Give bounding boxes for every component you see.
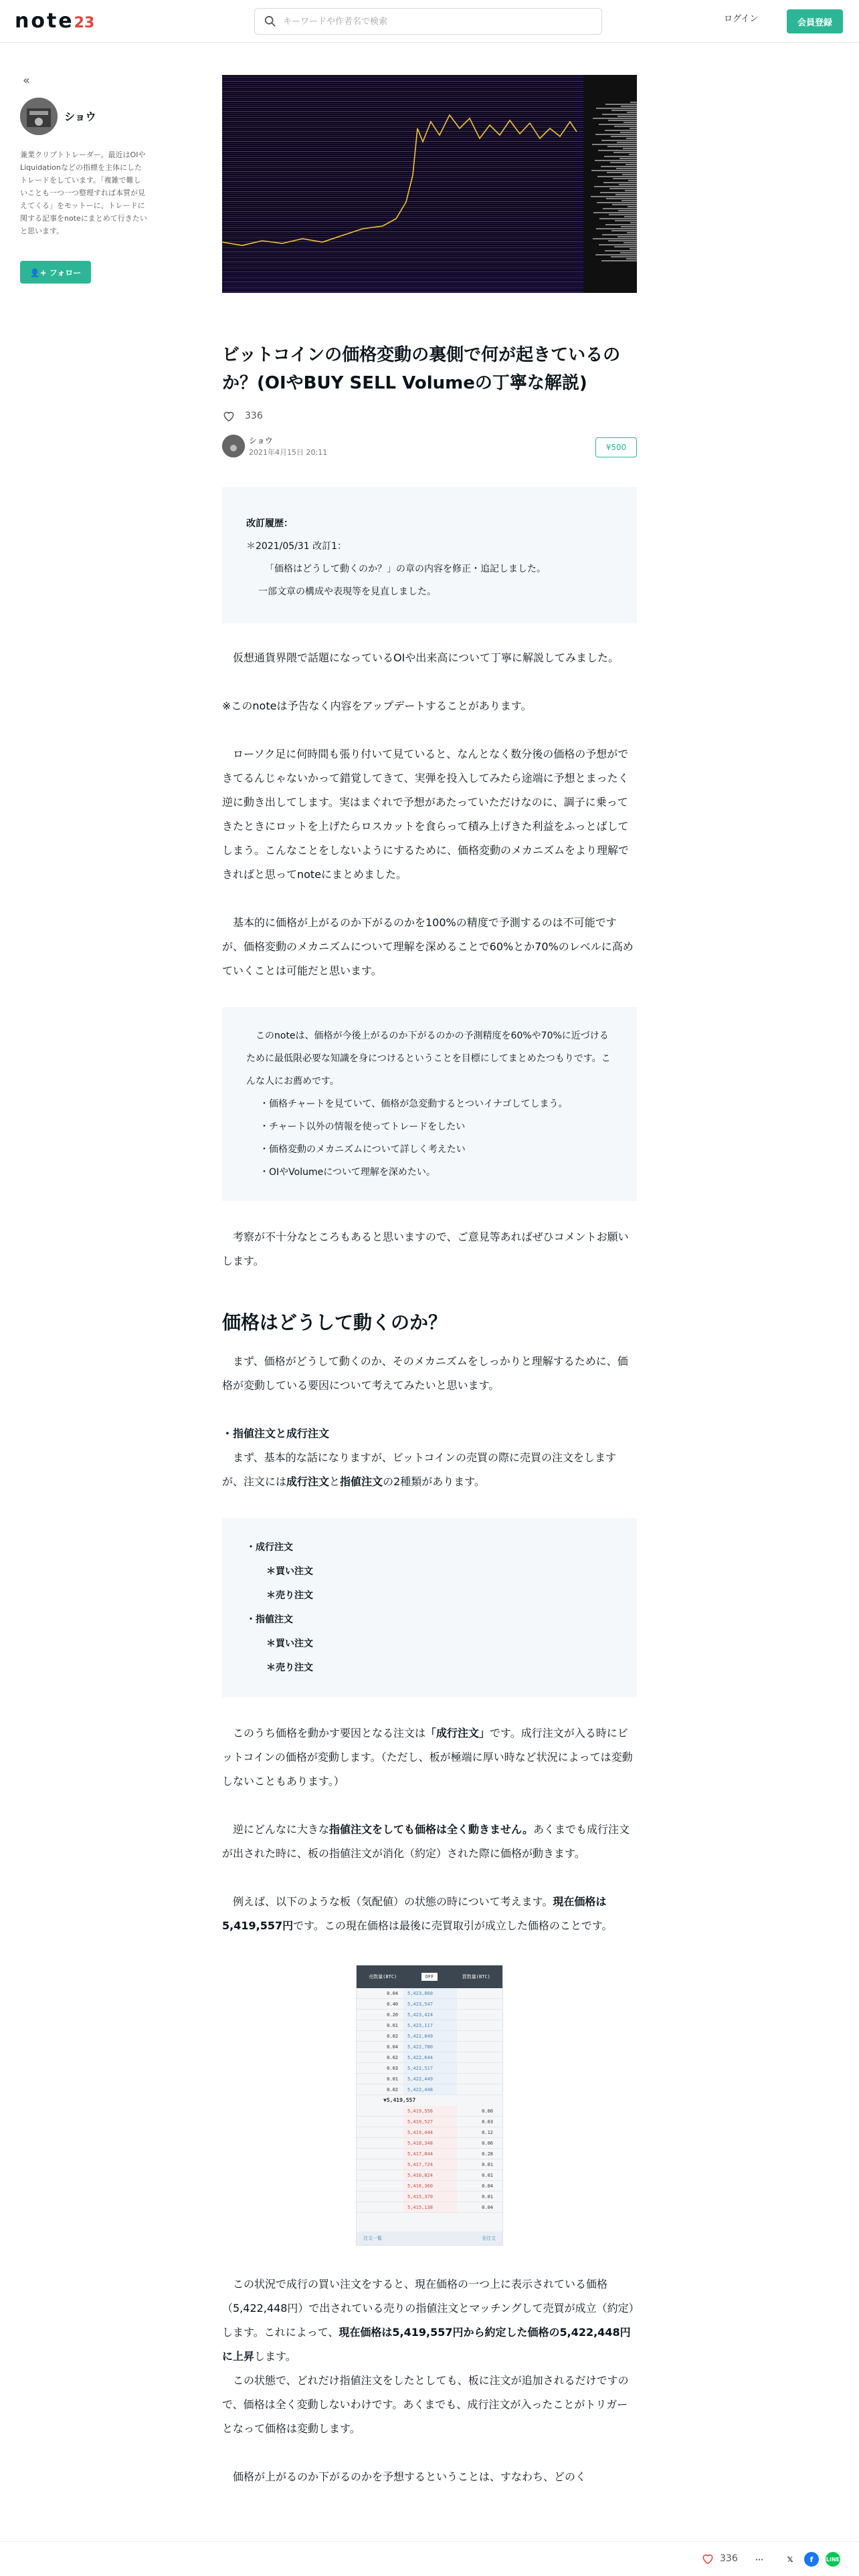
ask-row — [357, 2042, 502, 2052]
bid-row — [357, 2202, 502, 2213]
note-logo[interactable] — [15, 9, 94, 33]
text-run-bold: 成行注文 — [286, 1475, 330, 1488]
ask-price: 5,422,517 — [403, 2063, 457, 2073]
bid-price: 5,416,824 — [403, 2170, 457, 2180]
recommendation-item: ・価格チャートを見ていて、価格が急変動するとついイナゴしてしまう。 — [260, 1099, 568, 1109]
text-run: この状況で成行の買い注文をすると、現在価格の一つ上に表示されている価格（5,422,448円）で出されている売りの指値注文とマッチングして売買が成立（約定）します。これによって、 — [222, 2278, 634, 2339]
search-box[interactable] — [254, 8, 602, 35]
bid-qty: 0.04 — [482, 2205, 493, 2210]
paragraph: この状態で、どれだけ指値注文をしたとしても、板に注文が追加されるだけですので、価格は全く変動しないわけです。あくまでも、成行注文が入ったことがトリガーとなって価格は変動します。 — [222, 2374, 629, 2435]
text-run: まず、基本的な話になりますが、ビットコインの売買の際に売買の注文をしますが、注文には — [222, 1451, 616, 1488]
section-heading: 価格はどうして動くのか？ — [222, 1311, 448, 1333]
ask-row — [357, 1999, 502, 2010]
paragraph: ※このnoteは予告なく内容をアップデートすることがあります。 — [222, 700, 532, 712]
ask-row — [357, 2052, 502, 2063]
bid-price: 5,416,360 — [403, 2181, 457, 2191]
ask-qty: 0.04 — [387, 2044, 398, 2050]
recommendation-item: ・OIやVolumeについて理解を深めたい。 — [260, 1167, 436, 1178]
current-price: ▼5,419,557 — [383, 2097, 416, 2103]
ask-row — [357, 2084, 502, 2095]
text-run-bold: 指値注文をしても価格は全く動きません。 — [329, 1823, 533, 1836]
ask-row — [357, 2031, 502, 2042]
bid-price: 5,417,724 — [403, 2159, 457, 2169]
ask-qty: 0.04 — [387, 1991, 398, 1996]
recommendation-intro: このnoteは、価格が今後上がるのか下がるのかの予測精度を60%や70%に近づけるために最低限必要な知識を身につけるということを目標にしてまとめたつもりです。こんな人にお薦めです。 — [246, 1031, 611, 1087]
search-icon — [264, 15, 276, 27]
byline-date: 2021年4月15日 20:11 — [249, 448, 328, 457]
order-type: ・指値注文 — [246, 1614, 293, 1625]
revision-line: 「価格はどうして動くのか？」の章の内容を修正・追記しました。 — [265, 564, 546, 574]
follow-button[interactable] — [20, 261, 91, 284]
text-run: 逆にどんなに大きな — [233, 1823, 330, 1836]
like-row[interactable] — [222, 409, 637, 423]
sell-qty-header: 売数量(BTC) — [369, 1974, 397, 1979]
paragraph — [222, 1818, 637, 1866]
heart-icon[interactable] — [222, 409, 235, 423]
bid-qty: 0.12 — [482, 2130, 493, 2135]
text-run: あくまでも成行注文が出された時に、板の指値注文が消化（約定）された際に価格が動きます。 — [222, 1823, 630, 1860]
like-count: 336 — [245, 411, 263, 421]
order-book-footer — [357, 2232, 502, 2245]
ask-qty: 0.01 — [387, 2076, 398, 2082]
bid-price: 5,419,527 — [403, 2117, 457, 2127]
paragraph — [222, 1890, 637, 1938]
ask-price: 5,422,448 — [403, 2084, 457, 2095]
paragraph: 考察が不十分なところもあると思いますので、ご意見等あればぜひコメントお願いします。 — [222, 1230, 629, 1267]
ask-price: 5,422,449 — [403, 2074, 457, 2084]
ask-price: 5,423,860 — [403, 1988, 457, 1998]
text-run: と — [329, 1475, 341, 1488]
revision-entry: ＊2021/05/31 改訂1： — [246, 541, 347, 552]
site-header — [0, 0, 859, 43]
bid-row — [357, 2191, 502, 2202]
bid-price: 5,418,348 — [403, 2138, 457, 2148]
bid-row — [357, 2138, 502, 2149]
bid-price: 5,415,370 — [403, 2191, 457, 2202]
byline-author[interactable]: ショウ — [249, 436, 273, 445]
text-run: です。成行注文が入る時にビットコインの価格が変動します。（ただし、板が極端に厚い時など状況によっては変動しないこともあります。） — [222, 1727, 633, 1788]
paragraph: 価格が上がるのか下がるのかを予想するということは、すなわち、どのく — [233, 2470, 587, 2483]
hero-chart-image — [222, 75, 637, 293]
ask-price: 5,423,424 — [403, 2010, 457, 2020]
order-types-box — [222, 1518, 637, 1697]
article-title: ビットコインの価格変動の裏側で何が起きているのか？(OIやBUY SELL Volumeの丁寧な解説) — [222, 345, 621, 393]
ask-row — [357, 2020, 502, 2031]
paragraph — [222, 1721, 637, 1794]
bid-qty: 0.01 — [482, 2194, 493, 2199]
footer-like[interactable] — [701, 2552, 738, 2565]
facebook-icon[interactable]: f — [804, 2552, 819, 2567]
byline-avatar[interactable] — [222, 435, 245, 457]
ask-row — [357, 2010, 502, 2020]
bid-qty: 0.04 — [482, 2183, 493, 2189]
paragraph: 仮想通貨界隈で話題になっているOIや出来高について丁寧に解説してみました。 — [233, 651, 619, 664]
ask-qty: 0.02 — [387, 2055, 398, 2060]
add-user-icon: 👤+ — [29, 267, 47, 278]
text-run-bold: 現在価格は5,419,557円から約定した価格の5,422,448円に上昇 — [222, 2326, 631, 2363]
heart-icon[interactable] — [701, 2552, 714, 2565]
ask-price: 5,422,780 — [403, 2042, 457, 2052]
bid-qty: 0.28 — [482, 2151, 493, 2157]
chevron-double-left-icon[interactable]: « — [23, 74, 31, 88]
paragraph — [222, 1446, 637, 1494]
bid-row — [357, 2106, 502, 2117]
bid-price: 5,415,138 — [403, 2202, 457, 2212]
order-book-image — [356, 1965, 503, 2246]
bid-row — [357, 2149, 502, 2159]
subheading: ・指値注文と成行注文 — [222, 1427, 330, 1440]
author-name[interactable]: ショウ — [64, 110, 96, 123]
avatar[interactable] — [20, 98, 58, 135]
bid-qty: 0.03 — [482, 2119, 493, 2125]
ask-qty: 0.40 — [387, 2002, 398, 2007]
revision-history-box — [222, 487, 637, 623]
ask-row — [357, 1988, 502, 1999]
paragraph: 基本的に価格が上がるのか下がるのかを100%の精度で予測するのは不可能ですが、価格変動のメカニズムについて理解を深めることで60%とか70%のレベルに高めていくことは可能だと思います。 — [222, 916, 634, 977]
ask-qty: 0.02 — [387, 2087, 398, 2092]
text-run: このうち価格を動かす要因となる注文は — [233, 1727, 426, 1739]
line-icon[interactable]: LINE — [826, 2552, 840, 2567]
bid-price: 5,419,556 — [403, 2106, 457, 2116]
revision-heading: 改訂履歴： — [246, 518, 293, 529]
ask-price: 5,422,849 — [403, 2031, 457, 2041]
paragraph — [222, 2272, 637, 2369]
paragraph: まず、価格がどうして動くのか、そのメカニズムをしっかりと理解するために、価格が変動している要因について考えてみたいと思います。 — [222, 1355, 628, 1392]
signup-button[interactable]: 会員登録 — [787, 9, 843, 33]
author-bio: 兼業クリプトトレーダー。最近はOIやLiquidationなどの指標を主体にしたトレードをしています。「複雑で難しいことも一つ一つ整理すれば本質が見えてくる」をモットーに、トレードに関する記事をnoteにまとめて行きたいと思います。 — [20, 150, 147, 235]
current-price-value: 5,419,557 — [386, 2097, 416, 2103]
revision-line: 一部文章の構成や表現等を見直しました。 — [258, 586, 436, 597]
ask-qty: 0.01 — [387, 2023, 398, 2028]
order-type: ・成行注文 — [246, 1542, 293, 1553]
footer-like-count: 336 — [720, 2553, 738, 2564]
bid-row — [357, 2159, 502, 2170]
logo-year: 23 — [74, 15, 95, 31]
bid-row — [357, 2170, 502, 2181]
ask-row — [357, 2074, 502, 2084]
order-subtype: ＊売り注文 — [266, 1662, 313, 1673]
order-book-header — [357, 1965, 502, 1988]
order-list-link: 注文一覧 — [363, 2236, 382, 2241]
text-run-bold: 現在価格は5,419,557円 — [222, 1895, 607, 1932]
bid-qty: 0.01 — [482, 2162, 493, 2167]
ask-price: 5,422,644 — [403, 2052, 457, 2062]
bottom-action-bar — [0, 2541, 859, 2576]
ask-row — [357, 2063, 502, 2074]
price-toggle: OFF — [421, 1973, 438, 1981]
more-icon[interactable]: ··· — [755, 2555, 764, 2564]
x-icon[interactable]: 𝕏 — [787, 2555, 793, 2564]
login-button[interactable]: ログイン — [724, 11, 758, 24]
bid-qty: 0.00 — [482, 2109, 493, 2114]
ask-qty: 0.03 — [387, 2066, 398, 2071]
follow-label: フォロー — [49, 267, 82, 278]
bid-qty: 0.01 — [482, 2173, 493, 2178]
text-run: です。この現在価格は最後に売買取引が成立した価格のことです。 — [293, 1919, 613, 1932]
ask-price: 5,423,117 — [403, 2020, 457, 2030]
bid-row — [357, 2127, 502, 2138]
order-subtype: ＊買い注文 — [266, 1638, 313, 1649]
recommendation-box — [222, 1007, 637, 1201]
ask-qty: 0.20 — [387, 2012, 398, 2018]
search-input[interactable] — [283, 17, 591, 27]
ask-rows — [357, 1988, 502, 2095]
price-button[interactable]: ¥500 — [595, 437, 637, 457]
bid-price: 5,419,444 — [403, 2127, 457, 2137]
bid-qty: 0.06 — [482, 2141, 493, 2146]
ask-price: 5,423,547 — [403, 1999, 457, 2009]
bid-price: 5,417,844 — [403, 2149, 457, 2159]
byline — [222, 433, 637, 460]
text-run: 例えば、以下のような板（気配値）の状態の時について考えます。 — [233, 1895, 553, 1908]
text-run-bold: 指値注文 — [340, 1475, 383, 1488]
recommendation-item: ・チャート以外の情報を使ってトレードをしたい — [260, 1121, 466, 1132]
bid-row — [357, 2181, 502, 2191]
logo-text: note — [15, 9, 74, 33]
order-subtype: ＊売り注文 — [266, 1590, 313, 1601]
recommendation-item: ・価格変動のメカニズムについて詳しく考えたい — [260, 1144, 466, 1155]
text-run-bold: 「成行注文」 — [425, 1727, 490, 1739]
text-run: の2種類があります。 — [383, 1475, 485, 1488]
article — [222, 75, 637, 2489]
all-orders-link: 全注文 — [482, 2236, 496, 2241]
heatmap-chart-image — [222, 75, 637, 293]
buy-qty-header: 買数量(BTC) — [462, 1974, 490, 1979]
bid-row — [357, 2117, 502, 2127]
bid-rows — [357, 2106, 502, 2213]
text-run: します。 — [254, 2350, 296, 2363]
order-subtype: ＊買い注文 — [266, 1566, 313, 1577]
paragraph: ローソク足に何時間も張り付いて見ていると、なんとなく数分後の価格の予想ができてるんじゃないかって錯覚してきて、実弾を投入してみたら途端に予想とまったく逆に動き出してします。実はまぐれで予想があたっていただけなのに、調子に乗ってきたときにロットを上げたらロスカットを食らって積み上げきた利益をふっとばしてしまう。こんなことをしないようにするために、価格変動のメカニズムをより理解できればと思ってnoteにまとめました。 — [222, 748, 630, 881]
ask-qty: 0.02 — [387, 2034, 398, 2039]
